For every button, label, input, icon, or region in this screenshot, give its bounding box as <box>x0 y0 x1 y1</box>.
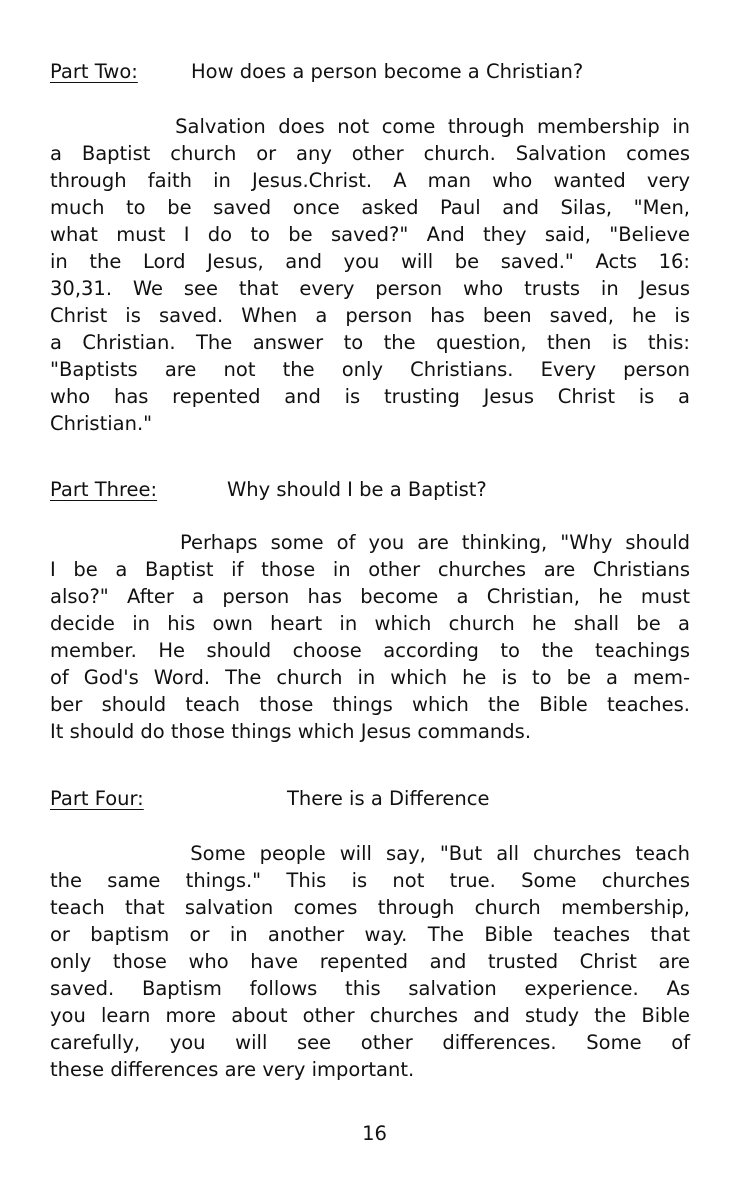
text-line: a Christian. The answer to the question, then is this: <box>50 331 690 354</box>
section-heading-part-two <box>50 59 584 85</box>
section-label: Part Two: <box>50 60 138 83</box>
text-line: Perhaps some of you are thinking, "Why should <box>50 531 690 554</box>
text-line: carefully, you will see other differences. Some of <box>50 1031 690 1054</box>
section-body-part-four <box>50 840 690 1083</box>
text-line: through faith in Jesus.Christ. A man who wanted very <box>50 169 690 192</box>
text-line: Christian." <box>50 412 153 435</box>
text-line: who has repented and is trusting Jesus Christ is a <box>50 385 690 408</box>
text-line: you learn more about other churches and study the Bible <box>50 1004 690 1027</box>
text-line: of God's Word. The church in which he is to be a mem- <box>50 666 690 689</box>
section-title: Why should I be a Baptist? <box>227 478 487 501</box>
text-line: much to be saved once asked Paul and Silas, "Men, <box>50 196 690 219</box>
section-title: How does a person become a Christian? <box>191 60 584 83</box>
text-line: 30,31. We see that every person who trusts in Jesus <box>50 277 690 300</box>
text-line: also?" After a person has become a Christian, he must <box>50 585 690 608</box>
text-line: teach that salvation comes through church membership, <box>50 896 690 919</box>
text-line: Salvation does not come through membership in <box>50 115 690 138</box>
text-line: these differences are very important. <box>50 1058 415 1081</box>
page-number: 16 <box>362 1122 387 1145</box>
section-body-part-two <box>50 113 690 437</box>
text-line: the same things." This is not true. Some churches <box>50 869 690 892</box>
section-heading-part-three <box>50 477 487 503</box>
text-line: member. He should choose according to the teachings <box>50 639 690 662</box>
text-line: decide in his own heart in which church he shall be a <box>50 612 690 635</box>
section-title: There is a Difference <box>287 787 490 810</box>
text-line: saved. Baptism follows this salvation experience. As <box>50 977 690 1000</box>
text-line: or baptism or in another way. The Bible teaches that <box>50 923 690 946</box>
text-line: a Baptist church or any other church. Salvation comes <box>50 142 690 165</box>
text-line: It should do those things which Jesus commands. <box>50 720 532 743</box>
section-label: Part Three: <box>50 478 158 501</box>
section-label: Part Four: <box>50 787 144 810</box>
section-body-part-three <box>50 529 690 745</box>
text-line: Christ is saved. When a person has been saved, he is <box>50 304 690 327</box>
text-line: I be a Baptist if those in other churches are Christians <box>50 558 690 581</box>
text-line: "Baptists are not the only Christians. Every person <box>50 358 690 381</box>
text-line: what must I do to be saved?" And they said, "Believe <box>50 223 690 246</box>
text-line: in the Lord Jesus, and you will be saved." Acts 16: <box>50 250 690 273</box>
text-line: only those who have repented and trusted Christ are <box>50 950 690 973</box>
text-line: ber should teach those things which the Bible teaches. <box>50 693 690 716</box>
text-line: Some people will say, "But all churches teach <box>50 842 690 865</box>
section-heading-part-four <box>50 786 490 812</box>
